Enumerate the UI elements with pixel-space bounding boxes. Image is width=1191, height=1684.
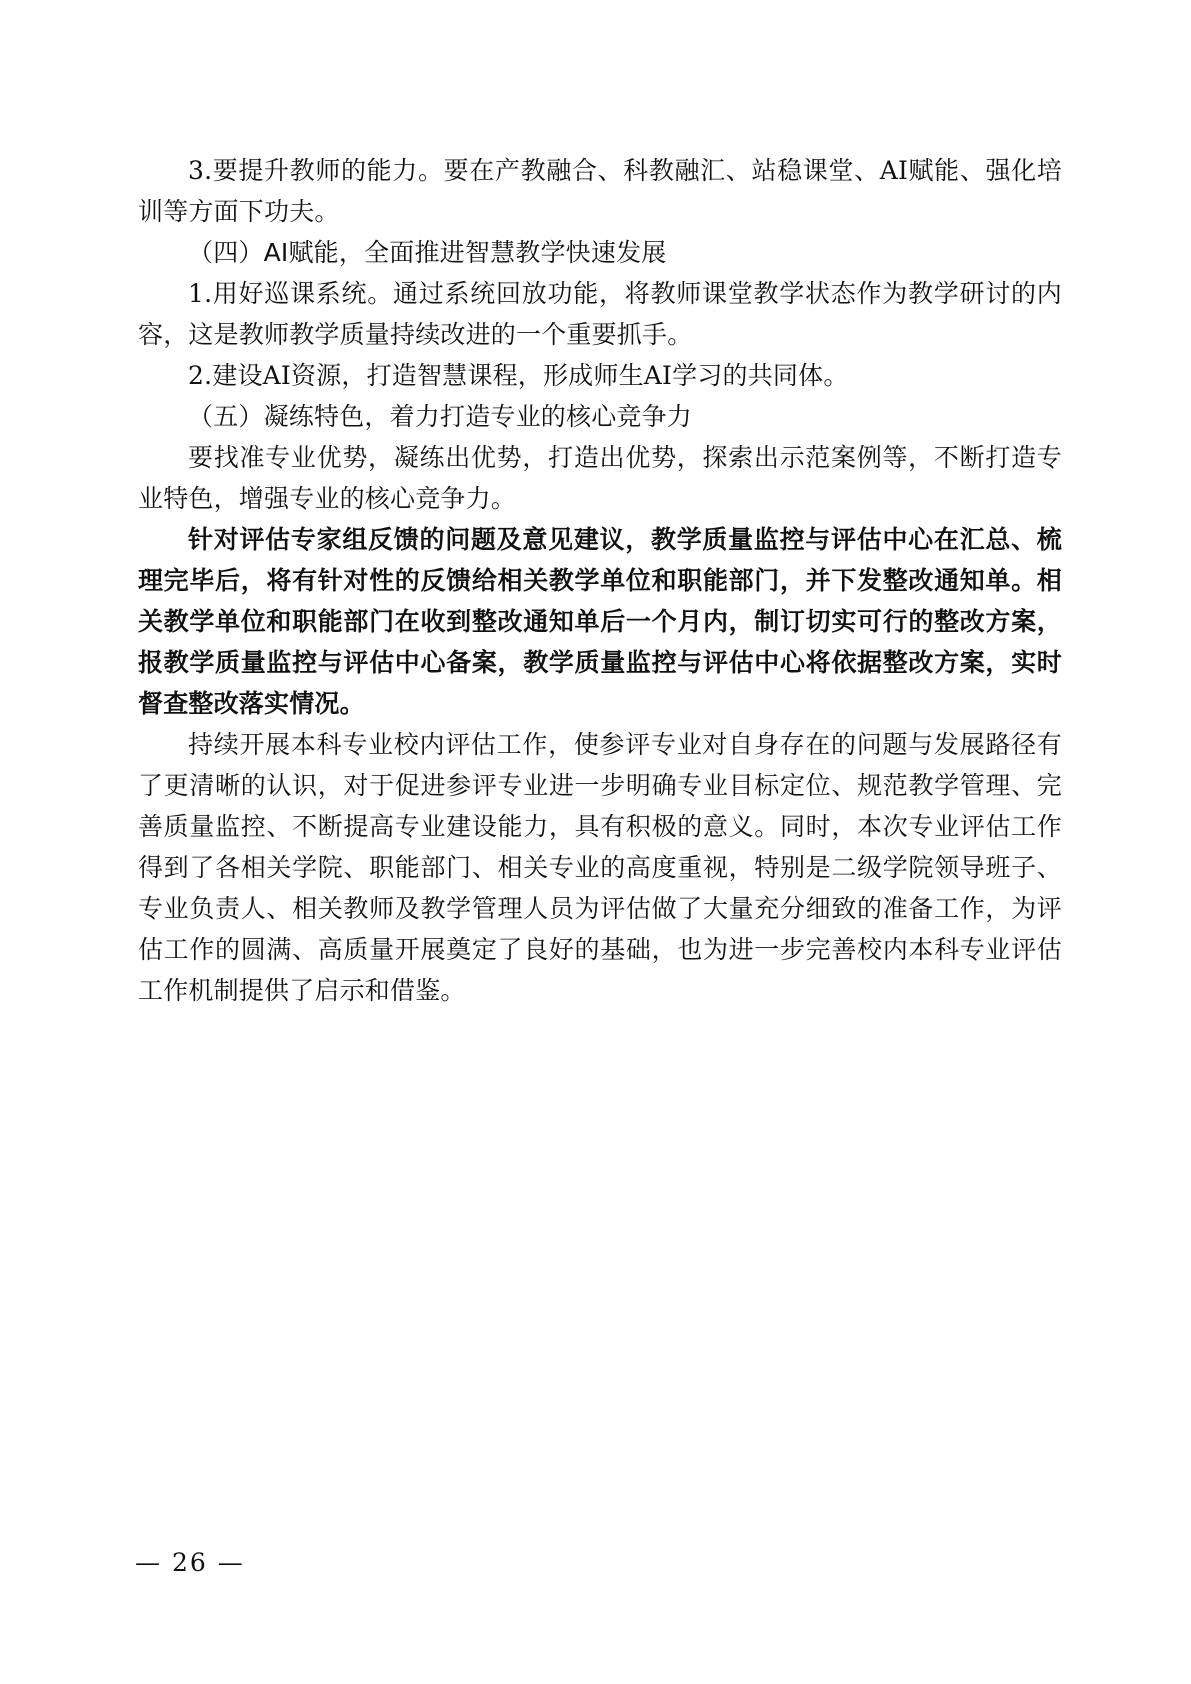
paragraph-teacher-ability: 3.要提升教师的能力。要在产教融合、科教融汇、站稳课堂、AI赋能、强化培训等方面下功夫。 [138, 156, 1062, 226]
document-body [138, 150, 1062, 1011]
section-heading-distinctive-features: （五）凝练特色，着力打造专业的核心竞争力 [188, 402, 693, 431]
section-heading-ai-empowerment: （四）AI赋能，全面推进智慧教学快速发展 [188, 238, 667, 267]
paragraph-rectification-notice: 针对评估专家组反馈的问题及意见建议，教学质量监控与评估中心在汇总、梳理完毕后，将有针对性的反馈给相关教学单位和职能部门，并下发整改通知单。相关教学单位和职能部门在收到整改通知单后一个月内，制订切实可行的整改方案，报教学质量监控与评估中心备案，教学质量监控与评估中心将依据整改方案，实时督查整改落实情况。 [138, 525, 1062, 718]
paragraph-ai-resources: 2.建设AI资源，打造智慧课程，形成师生AI学习的共同体。 [188, 361, 849, 390]
paragraph-patrol-system: 1.用好巡课系统。通过系统回放功能，将教师课堂教学状态作为教学研讨的内容，这是教师教学质量持续改进的一个重要抓手。 [138, 279, 1062, 349]
page-number: — 26 — [135, 1548, 245, 1577]
paragraph-professional-advantages: 要找准专业优势，凝练出优势，打造出优势，探索出示范案例等，不断打造专业特色，增强专业的核心竞争力。 [138, 443, 1062, 513]
paragraph-conclusion: 持续开展本科专业校内评估工作，使参评专业对自身存在的问题与发展路径有了更清晰的认识，对于促进参评专业进一步明确专业目标定位、规范教学管理、完善质量监控、不断提高专业建设能力，具有积极的意义。同时，本次专业评估工作得到了各相关学院、职能部门、相关专业的高度重视，特别是二级学院领导班子、专业负责人、相关教师及教学管理人员为评估做了大量充分细致的准备工作，为评估工作的圆满、高质量开展奠定了良好的基础，也为进一步完善校内本科专业评估工作机制提供了启示和借鉴。 [138, 730, 1062, 1005]
